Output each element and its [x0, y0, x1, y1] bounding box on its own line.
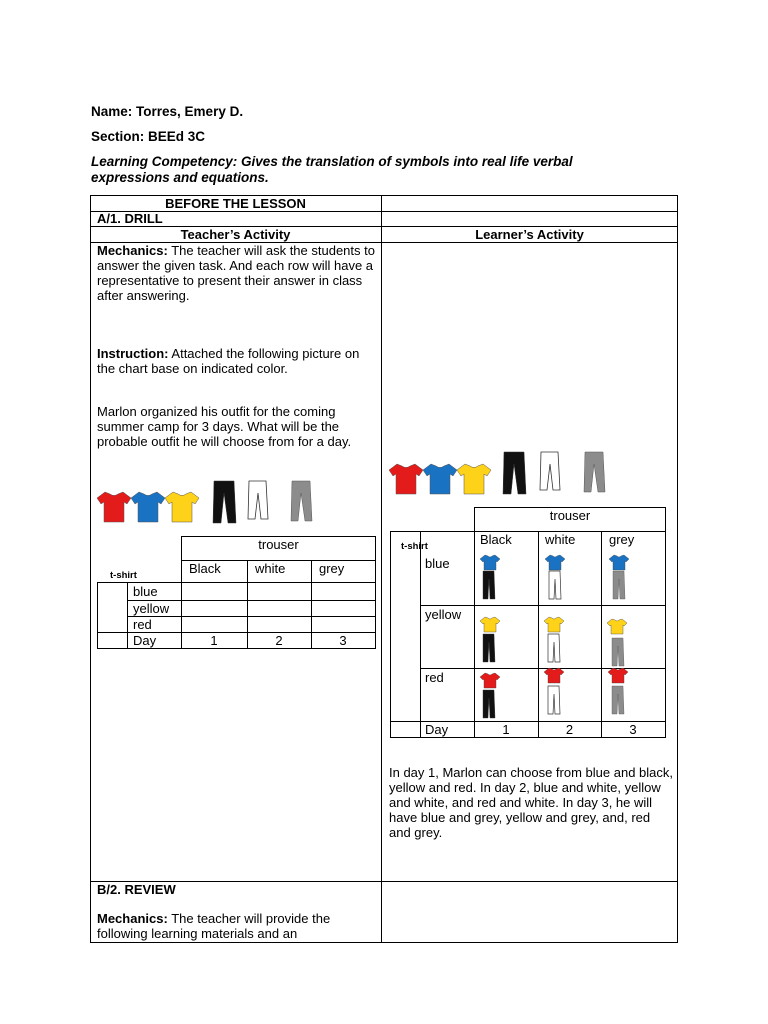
clothing-pictures-teacher: [95, 480, 325, 525]
mechanics-paragraph: [97, 243, 377, 303]
name-value: Torres, Emery D.: [136, 104, 244, 119]
t-shirt-icon: [165, 492, 199, 522]
section-line: [91, 129, 205, 144]
learner-outfit-table: [390, 507, 666, 738]
day-1: 1: [210, 633, 218, 648]
outfit-yellow-black: [480, 617, 500, 662]
outfit-yellow-white: [544, 617, 564, 662]
trouser-header: trouser: [549, 508, 591, 523]
row-yellow: yellow: [425, 607, 462, 622]
col-grey: grey: [609, 532, 635, 547]
outfit-red-grey: [608, 668, 628, 714]
t-shirt-icon: [423, 464, 457, 494]
teacher-activity-header: Teacher’s Activity: [180, 227, 291, 242]
trouser-icon: [291, 481, 312, 521]
row-day: Day: [425, 722, 449, 737]
trouser-icon: [503, 452, 526, 494]
row-yellow: yellow: [133, 601, 170, 616]
clothing-pictures-learner: [388, 450, 618, 498]
t-shirt-icon: [97, 492, 131, 522]
outfit-blue-white: [545, 555, 565, 599]
instruction-text: Attached the following picture on the chart base on indicated color.: [97, 346, 360, 376]
learner-activity-header: Learner’s Activity: [475, 227, 584, 242]
day-3: 3: [339, 633, 347, 648]
mechanics-label: Mechanics:: [97, 243, 168, 258]
teacher-outfit-table: [97, 536, 376, 649]
col-black: Black: [480, 532, 512, 547]
day-3: 3: [629, 722, 637, 737]
before-lesson-title: BEFORE THE LESSON: [165, 196, 306, 211]
outfit-red-black: [480, 673, 500, 718]
section-value: BEEd 3C: [148, 129, 206, 144]
trouser-header: trouser: [258, 537, 299, 552]
learner-answer: In day 1, Marlon can choose from blue and black, yellow and red. In day 2, blue and white, yellow and white, and red and white. In day 3, he will have blue and grey, yellow and grey, and, red and grey.: [389, 765, 673, 840]
col-white: white: [255, 561, 286, 576]
name-line: [91, 104, 243, 119]
t-shirt-icon: [389, 464, 423, 494]
competency-label: Learning Competency:: [91, 154, 238, 169]
instruction-paragraph: [97, 346, 377, 376]
mechanics-text: The teacher will ask the students to answer the given task. And each row will have a representative to present their answer in class after answering.: [97, 243, 375, 303]
outfit-blue-black: [480, 555, 500, 599]
row-blue: blue: [133, 584, 158, 599]
col-black: Black: [189, 561, 221, 576]
day-2: 2: [275, 633, 283, 648]
tshirt-header: t-shirt: [401, 541, 428, 552]
t-shirt-icon: [131, 492, 165, 522]
row-red: red: [133, 617, 152, 632]
outfit-red-white: [544, 668, 564, 714]
day-1: 1: [502, 722, 510, 737]
drill-title: A/1. DRILL: [97, 211, 163, 226]
scenario-paragraph: Marlon organized his outfit for the coming summer camp for 3 days. What will be the probable outfit he will choose from for a day.: [97, 404, 352, 449]
review-mechanics-paragraph: [97, 911, 377, 941]
competency-text: Gives the translation of symbols into real life verbal expressions and equations.: [91, 154, 573, 185]
tshirt-header: t-shirt: [110, 570, 137, 581]
review-mechanics-label: Mechanics:: [97, 911, 168, 926]
review-title: B/2. REVIEW: [97, 882, 176, 897]
review-mechanics-text: The teacher will provide the following learning materials and an: [97, 911, 331, 941]
col-grey: grey: [319, 561, 345, 576]
row-blue: blue: [425, 556, 450, 571]
col-white: white: [545, 532, 576, 547]
day-2: 2: [565, 722, 574, 737]
trouser-icon: [248, 481, 268, 519]
outfit-yellow-grey: [607, 619, 627, 666]
row-red: red: [425, 670, 444, 685]
section-label: Section:: [91, 129, 145, 144]
t-shirt-icon: [457, 464, 491, 494]
trouser-icon: [213, 481, 236, 523]
learning-competency: [91, 154, 651, 186]
name-label: Name:: [91, 104, 133, 119]
outfit-combinations: [390, 507, 666, 738]
row-day: Day: [133, 633, 157, 648]
trouser-icon: [584, 452, 605, 492]
trouser-icon: [540, 452, 560, 490]
instruction-label: Instruction:: [97, 346, 169, 361]
outfit-blue-grey: [609, 555, 629, 599]
